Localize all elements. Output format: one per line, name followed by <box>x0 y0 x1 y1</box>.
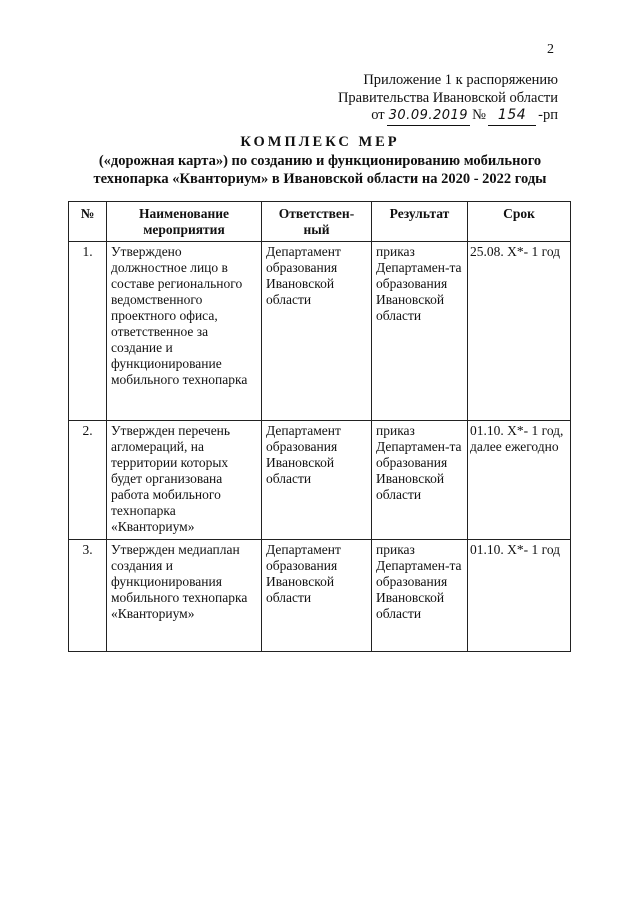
header-num: № <box>69 202 107 242</box>
table-row <box>69 242 571 421</box>
row-responsible: Департамент образования Ивановской области <box>262 242 372 421</box>
row-result: приказ Департамен-та образования Ивановской области <box>372 421 468 540</box>
table-row <box>69 421 571 540</box>
appendix-line-1: Приложение 1 к распоряжению <box>363 72 558 88</box>
handwritten-date: 30.09.2019 <box>387 107 470 126</box>
row-num: 2. <box>69 421 107 540</box>
row-term: 01.10. Х*- 1 год, <box>470 423 564 438</box>
page-number: 2 <box>547 42 554 57</box>
row-term-extra: далее ежегодно <box>470 439 559 454</box>
row-term: 01.10. Х*- 1 год <box>468 540 571 652</box>
handwritten-number: 154 <box>488 107 536 126</box>
appendix-header <box>338 72 558 126</box>
row-result: приказ Департамен-та образования Ивановской области <box>372 540 468 652</box>
row-name: Утверждено должностное лицо в составе регионального ведомственного проектного офиса, ответственное за создание и функционирование мобильного технопарка <box>107 242 262 421</box>
row-num: 1. <box>69 242 107 421</box>
number-label: № <box>472 107 486 123</box>
row-name: Утвержден перечень агломераций, на территории которых будет организована работа мобильного технопарка «Кванториум» <box>107 421 262 540</box>
measures-table <box>68 201 571 652</box>
document-title: КОМПЛЕКС МЕР <box>240 134 400 150</box>
row-term: 25.08. Х*- 1 год <box>468 242 571 421</box>
header-name: Наименование мероприятия <box>107 202 262 242</box>
row-result: приказ Департамен-та образования Ивановской области <box>372 242 468 421</box>
row-num: 3. <box>69 540 107 652</box>
row-responsible: Департамент образования Ивановской области <box>262 421 372 540</box>
table-header-row <box>69 202 571 242</box>
header-result: Результат <box>372 202 468 242</box>
document-subtitle-line-1: («дорожная карта») по созданию и функционированию мобильного <box>98 153 542 169</box>
header-responsible: Ответствен-ный <box>262 202 372 242</box>
row-name: Утвержден медиаплан создания и функционирования мобильного технопарка «Кванториум» <box>107 540 262 652</box>
header-term: Срок <box>468 202 571 242</box>
row-responsible: Департамент образования Ивановской области <box>262 540 372 652</box>
row-term-cell <box>468 421 571 540</box>
appendix-line-3 <box>338 107 558 126</box>
table-row <box>69 540 571 652</box>
document-subtitle-line-2: технопарка «Кванториум» в Ивановской области на 2020 - 2022 годы <box>93 171 547 187</box>
from-label: от <box>371 107 385 123</box>
order-suffix: -рп <box>538 107 558 123</box>
appendix-line-2: Правительства Ивановской области <box>337 89 558 106</box>
